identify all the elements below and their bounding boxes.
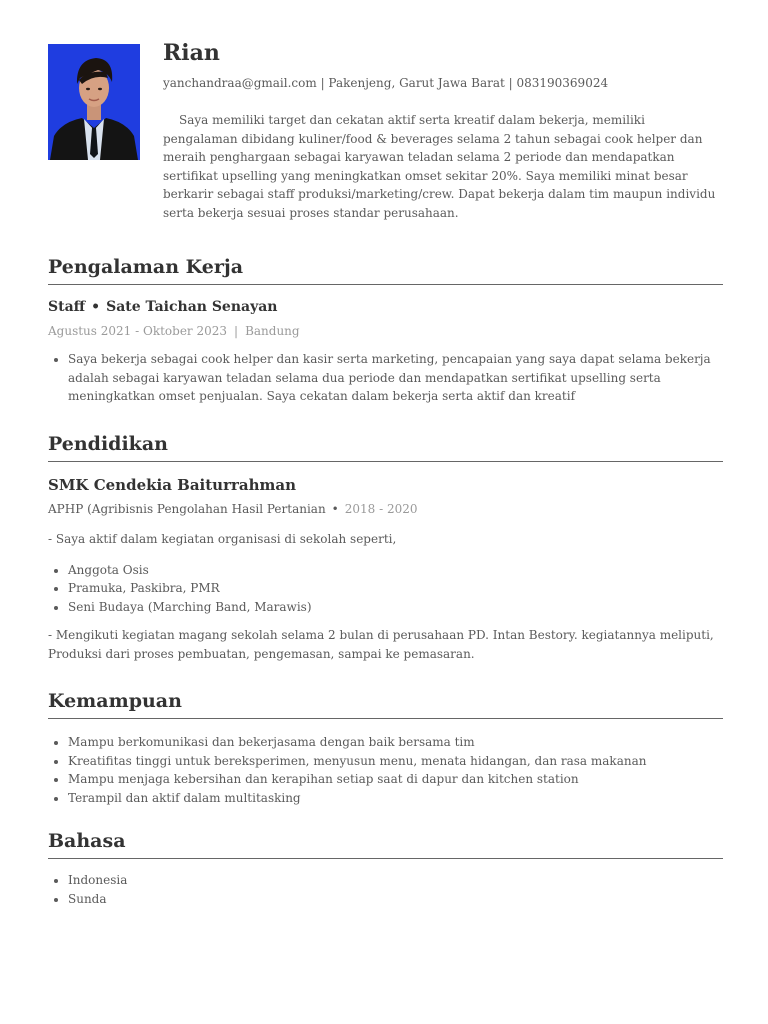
job-heading	[48, 297, 723, 317]
list-item: • Seni Budaya (Marching Band, Marawis)	[68, 598, 723, 617]
program-name: APHP (Agribisnis Pengolahan Hasil Pertanian	[48, 502, 326, 516]
list-item: • Mampu menjaga kebersihan dan kerapihan setiap saat di dapur dan kitchen station	[68, 770, 723, 789]
skills-title: Kemampuan	[48, 688, 723, 719]
list-item: • Kreatifitas tinggi untuk bereksperimen, menyusun menu, menata hidangan, dan rasa makanan	[68, 752, 723, 771]
job-location: Bandung	[245, 324, 300, 338]
list-item: • Mampu berkomunikasi dan bekerjasama dengan baik bersama tim	[68, 733, 723, 752]
profile-photo-image	[48, 44, 140, 160]
profile-summary: Saya memiliki target dan cekatan aktif serta kreatif dalam bekerja, memiliki pengalaman dibidang kuliner/food & beverages selama 2 tahun sebagai cook helper dan meraih penghargaan sebagai karyawan teladan selama 2 periode dan mendapatkan sertifikat upselling yang meningkatkan omset sekitar 20%. Saya memiliki minat besar berkarir sebagai staff produksi/marketing/crew. Dapat bekerja dalam tim maupun individu serta bekerja sesuai proses standar perusahaan.	[163, 113, 716, 220]
program-bullet-separator: •	[331, 502, 339, 516]
job-period: Agustus 2021 - Oktober 2023	[48, 324, 228, 338]
job-company: Sate Taichan Senayan	[106, 299, 278, 315]
internship-description: - Mengikuti kegiatan magang sekolah selama 2 bulan di perusahaan PD. Intan Bestory. kegiatannya meliputi, Produksi dari proses pembuatan, pengemasan, sampai ke pemasaran.	[48, 628, 714, 661]
education-years: 2018 - 2020	[344, 502, 418, 516]
contact-info: yanchandraa@gmail.com | Pakenjeng, Garut Jawa Barat | 083190369024	[163, 76, 609, 90]
job-meta-separator: |	[234, 324, 239, 338]
organization-list	[48, 561, 723, 617]
experience-title: Pengalaman Kerja	[48, 254, 723, 285]
languages-title: Bahasa	[48, 828, 723, 859]
list-item: • Pramuka, Paskibra, PMR	[68, 579, 723, 598]
job-meta	[48, 322, 723, 340]
job-bullet-separator: •	[91, 299, 101, 315]
resume-header	[163, 38, 723, 223]
list-item: • Anggota Osis	[68, 561, 723, 580]
education-section	[48, 431, 723, 664]
education-intro: - Saya aktif dalam kegiatan organisasi di sekolah seperti,	[48, 532, 397, 546]
skills-list	[48, 733, 723, 807]
job-description-list	[48, 350, 723, 406]
languages-section	[48, 828, 723, 908]
school-name: SMK Cendekia Baiturrahman	[48, 476, 297, 494]
skills-section	[48, 688, 723, 807]
candidate-name: Rian	[163, 40, 220, 66]
job-role: Staff	[48, 299, 86, 315]
education-program	[48, 500, 723, 518]
list-item: • Terampil dan aktif dalam multitasking	[68, 789, 723, 808]
list-item: • Indonesia	[68, 871, 723, 890]
list-item: • Saya bekerja sebagai cook helper dan kasir serta marketing, pencapaian yang saya dapat selama bekerja adalah sebagai karyawan teladan selama dua periode dan mendapatkan sertifikat upselling serta meningkatkan omset penjualan. Saya cekatan dalam bekerja serta aktif dan kreatif	[68, 350, 723, 406]
list-item: • Sunda	[68, 890, 723, 909]
experience-section	[48, 254, 723, 406]
languages-list	[48, 871, 723, 908]
profile-photo	[48, 44, 140, 160]
education-title: Pendidikan	[48, 431, 723, 462]
